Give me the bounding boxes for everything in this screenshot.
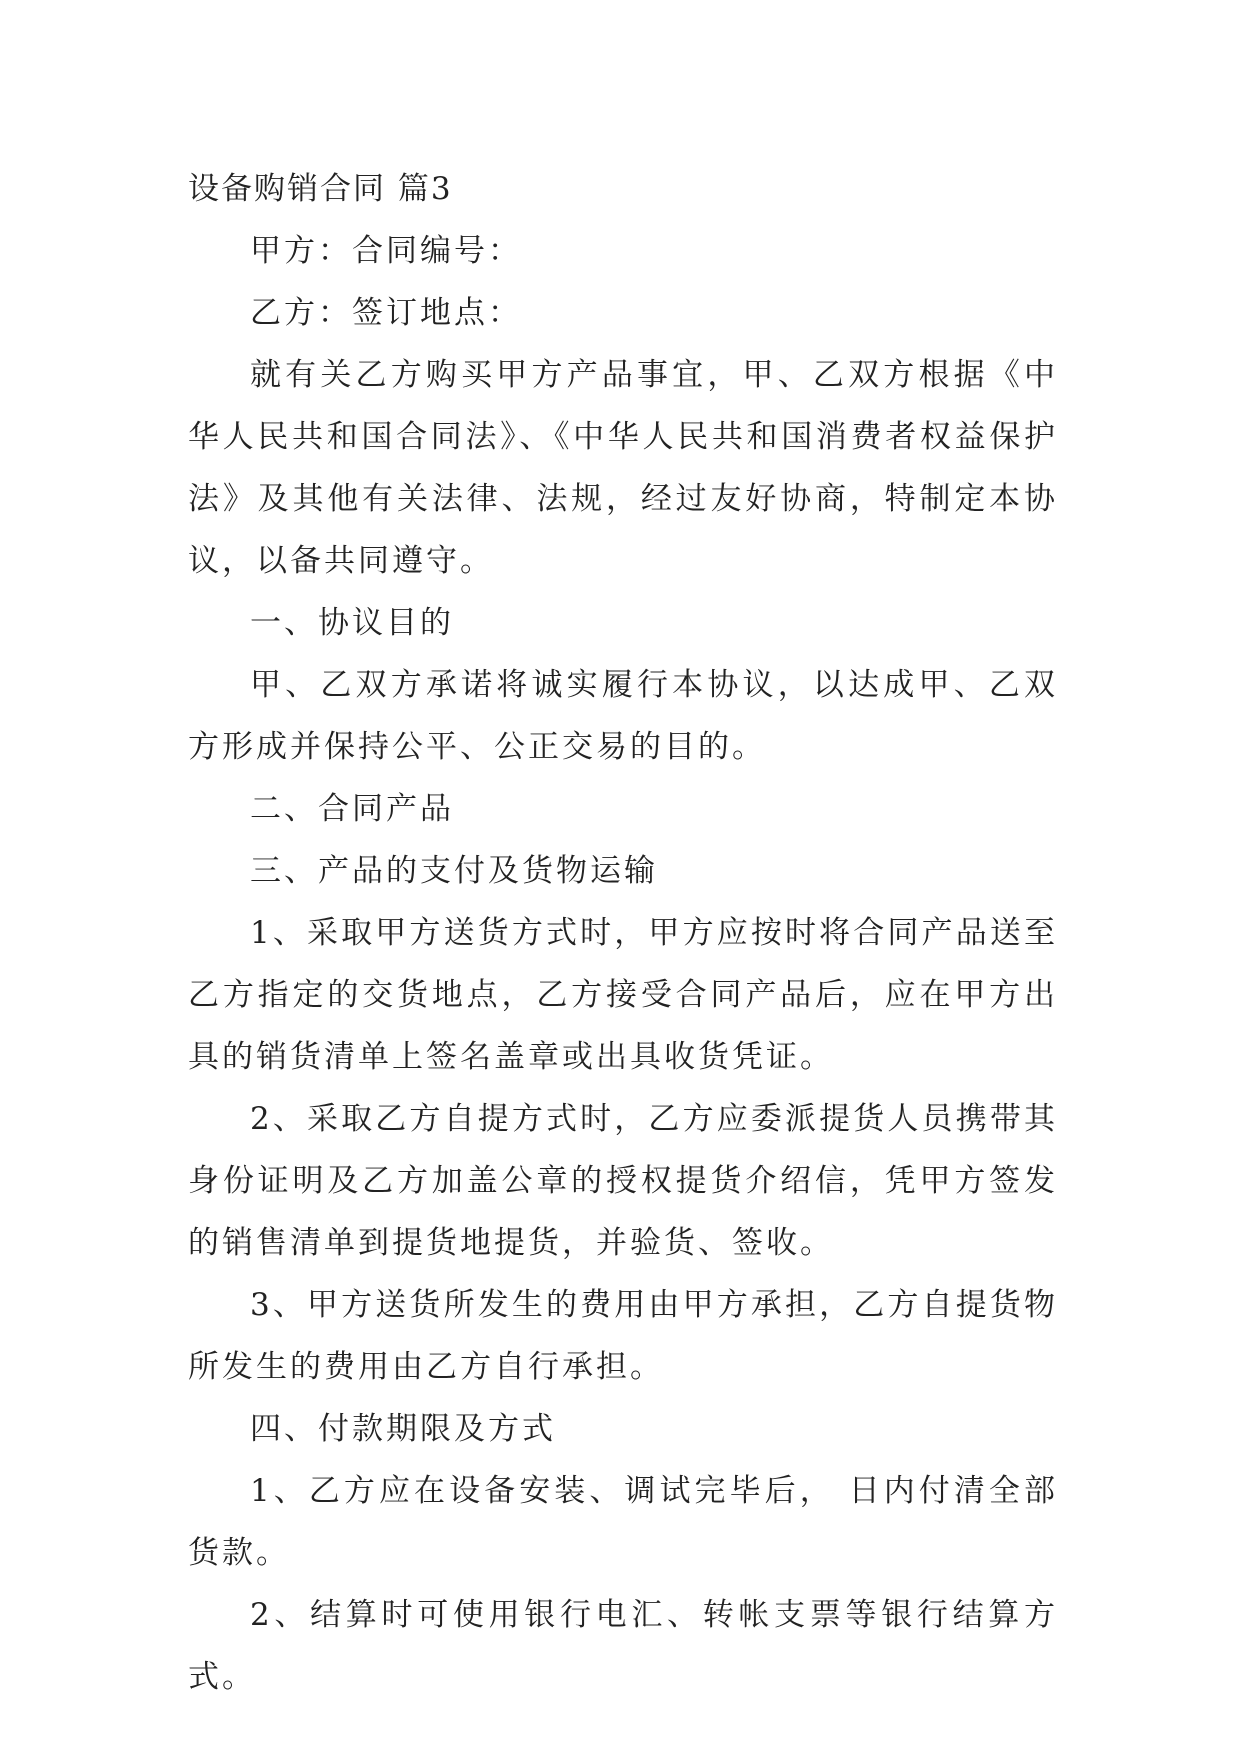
section-4-clause-2: 2、结算时可使用银行电汇、转帐支票等银行结算方式。 xyxy=(188,1597,1058,1695)
section-4-clause-1: 1、乙方应在设备安装、调试完毕后， 日内付清全部货款。 xyxy=(188,1473,1058,1571)
section-heading-4: 四、付款期限及方式 xyxy=(250,1411,556,1447)
preamble-paragraph: 就有关乙方购买甲方产品事宜，甲、乙双方根据《中华人民共和国合同法》、《中华人民共和国消费者权益保护法》及其他有关法律、法规，经过友好协商，特制定本协议，以备共同遵守。 xyxy=(188,357,1058,579)
section-heading-2: 二、合同产品 xyxy=(250,791,454,827)
document-body xyxy=(188,158,1058,1708)
section-heading-1: 一、协议目的 xyxy=(250,605,454,641)
section-3-clause-1: 1、采取甲方送货方式时，甲方应按时将合同产品送至乙方指定的交货地点，乙方接受合同产品后，应在甲方出具的销货清单上签名盖章或出具收货凭证。 xyxy=(188,915,1058,1075)
section-3-clause-2: 2、采取乙方自提方式时，乙方应委派提货人员携带其身份证明及乙方加盖公章的授权提货介绍信，凭甲方签发的销售清单到提货地提货，并验货、签收。 xyxy=(188,1101,1058,1261)
section-heading-3: 三、产品的支付及货物运输 xyxy=(250,853,658,889)
document-title: 设备购销合同 篇3 xyxy=(188,171,453,207)
party-b-line: 乙方：签订地点： xyxy=(250,295,522,331)
section-1-paragraph: 甲、乙双方承诺将诚实履行本协议，以达成甲、乙双方形成并保持公平、公正交易的目的。 xyxy=(188,667,1058,765)
section-3-clause-3: 3、甲方送货所发生的费用由甲方承担，乙方自提货物所发生的费用由乙方自行承担。 xyxy=(188,1287,1058,1385)
party-a-line: 甲方：合同编号： xyxy=(250,233,522,269)
